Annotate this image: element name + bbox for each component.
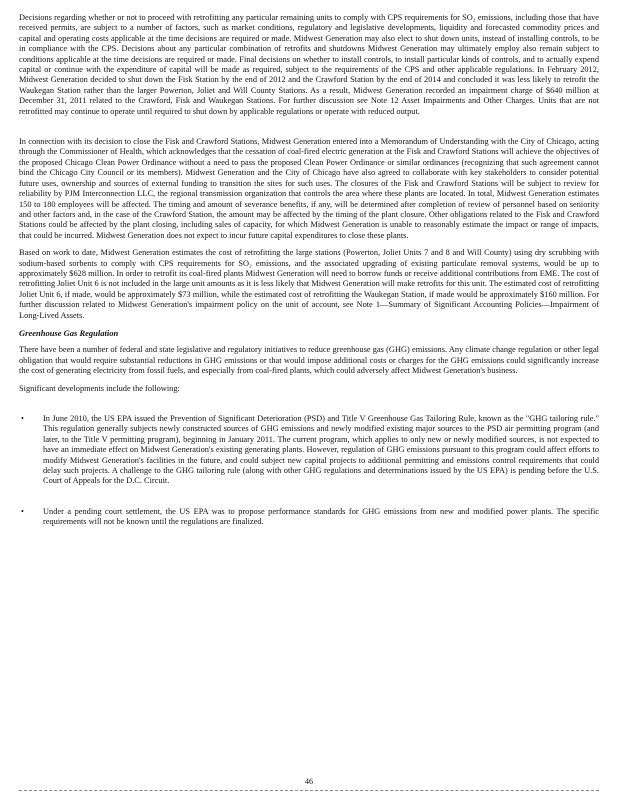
paragraph-ghg-initiatives: There have been a number of federal and state legislative and regulatory initiatives to reduce greenhouse gas (GHG) emissions. Any climate change regulation or other legal obligation that would require substantial reductions in GHG emissions or that would impose additional costs or charges for the GHG emissions could significantly increase the cost of generating electricity from fossil fuels, and especially from coal-fired plants, which could adversely affect Midwest Generation's business.	[19, 345, 599, 376]
section-heading-greenhouse-gas: Greenhouse Gas Regulation	[19, 327, 119, 338]
bullet-text: In June 2010, the US EPA issued the Prevention of Significant Deterioration (PSD) and Title V Greenhouse Gas Tailoring Rule, known as the "GHG tailoring rule." This regulation generally subjects newly constructed sources of GHG emissions and newly modified existing major sources to the PSD air permitting program (and later, to the Title V permitting program), beginning in January 2011. The current program, which applies to only new or newly modified sources, is not expected to have an immediate effect on Midwest Generation's existing generating plants. However, regulation of GHG emissions pursuant to this program could affect efforts to modify Midwest Generation's facilities in the future, and could subject new capital projects to additional permitting and emissions control requirements that could delay such projects. A challenge to the GHG tailoring rule (along with other GHG regulations and determinations issued by the US EPA) is pending before the U.S. Court of Appeals for the D.C. Circuit.	[43, 414, 599, 486]
bullet-icon: •	[21, 506, 24, 516]
paragraph-chicago-memorandum: In connection with its decision to close the Fisk and Crawford Stations, Midwest Generation entered into a Memorandum of Understanding with the City of Chicago, acting through the Commissioner of Health, which acknowledges that the cessation of coal-fired electric generation at the Fisk and Crawford Stations will achieve the objectives of the proposed Chicago Clean Power Ordinance without a need to pass the proposed Clean Power Ordinance or similar ordinances (recognizing that such agreement cannot bind the Chicago City Council or its members). Midwest Generation and the City of Chicago have also agreed to collaborate with key stakeholders to consider potential future uses, ownership and sources of external funding to transition the sites for such uses. The closures of the Fisk and Crawford Stations will be subject to review for reliability by PJM Interconnection LLC, the regional transmission organization that controls the area where these plants are located. In total, Midwest Generation estimates 150 to 180 employees will be affected. The timing and amount of severance benefits, if any, will be determined after completion of review of personnel based on seniority and other factors and, in the case of the Crawford Station, the amount may be affected by the timing of the plant closure. Other obligations related to the Fisk and Crawford Stations could be affected by the plant closing, including sales of capacity, for which Midwest Generation is unable to reasonably estimate the impact or range of impacts, that could be incurred. Midwest Generation does not expect to incur future capital expenditures to close these plants.	[19, 137, 599, 240]
footer-divider	[19, 790, 599, 791]
paragraph-significant-developments: Significant developments include the following:	[19, 383, 180, 393]
bullet-icon: •	[21, 414, 24, 423]
paragraph-retrofit-cost-estimate: Based on work to date, Midwest Generation estimates the cost of retrofitting the large stations (Powerton, Joliet Units 7 and 8 and Will County) using dry scrubbing with sodium-based sorbents to comply with CPS requirements for SO₂ emissions, and the associated upgrading of existing particulate removal systems, would be up to approximately $628 million. In order to retrofit its coal-fired plants Midwest Generation will need to borrow funds or receive additional contributions from EME. The cost of retrofitting Joliet Unit 6 is not included in the large unit amounts as it is less likely that Midwest Generation will make retrofits for this unit. The estimated cost of retrofitting Joliet Unit 6, if made, would be approximately $73 million, while the estimated cost of retrofitting the Waukegan Station, if made would be approximately $160 million. For further discussion related to Midwest Generation's impairment policy on the unit of account, see Note 1—Summary of Significant Accounting Policies—Impairment of Long-Lived Assets.	[19, 248, 599, 320]
document-page	[19, 13, 599, 528]
paragraph-cps-retrofit-decisions: Decisions regarding whether or not to proceed with retrofitting any particular remaining units to comply with CPS requirements for SO₂ emissions, including those that have received permits, are subject to a number of factors, such as market conditions, regulatory and legislative developments, liquidity and forecasted commodity prices and capital and operating costs applicable at the time decisions are required or made. Midwest Generation may also elect to shut down units, instead of installing controls, to be in compliance with the CPS. Decisions about any particular combination of retrofits and shutdowns Midwest Generation may ultimately employ also remain subject to conditions applicable at the time decisions are required or made. Final decisions on whether to install controls, to install particular kinds of controls, and to actually expend capital or continue with the expenditure of capital will be made as required, subject to the requirements of the CPS and other applicable regulations. In February 2012, Midwest Generation decided to shut down the Fisk Station by the end of 2012 and the Crawford Station by the end of 2014 and concluded it was less likely to retrofit the Waukegan Station rather than the larger Powerton, Joliet and Will County Stations. As a result, Midwest Generation recorded an impairment charge of $640 million at December 31, 2011 related to the Crawford, Fisk and Waukegan Stations. For further discussion see Note 12 Asset Impairments and Other Charges. Units that are not retrofitted may continue to operate until required to shut down by applicable regulations or operate with reduced output.	[19, 13, 599, 116]
bullet-item-performance-standards	[19, 507, 599, 528]
bullet-item-ghg-tailoring-rule	[19, 414, 599, 487]
bullet-text: Under a pending court settlement, the US EPA was to propose performance standards for GHG emissions from new and modified power plants. The specific requirements will not be known until the regulations are finalized.	[43, 506, 599, 527]
page-number: 46	[305, 777, 313, 786]
